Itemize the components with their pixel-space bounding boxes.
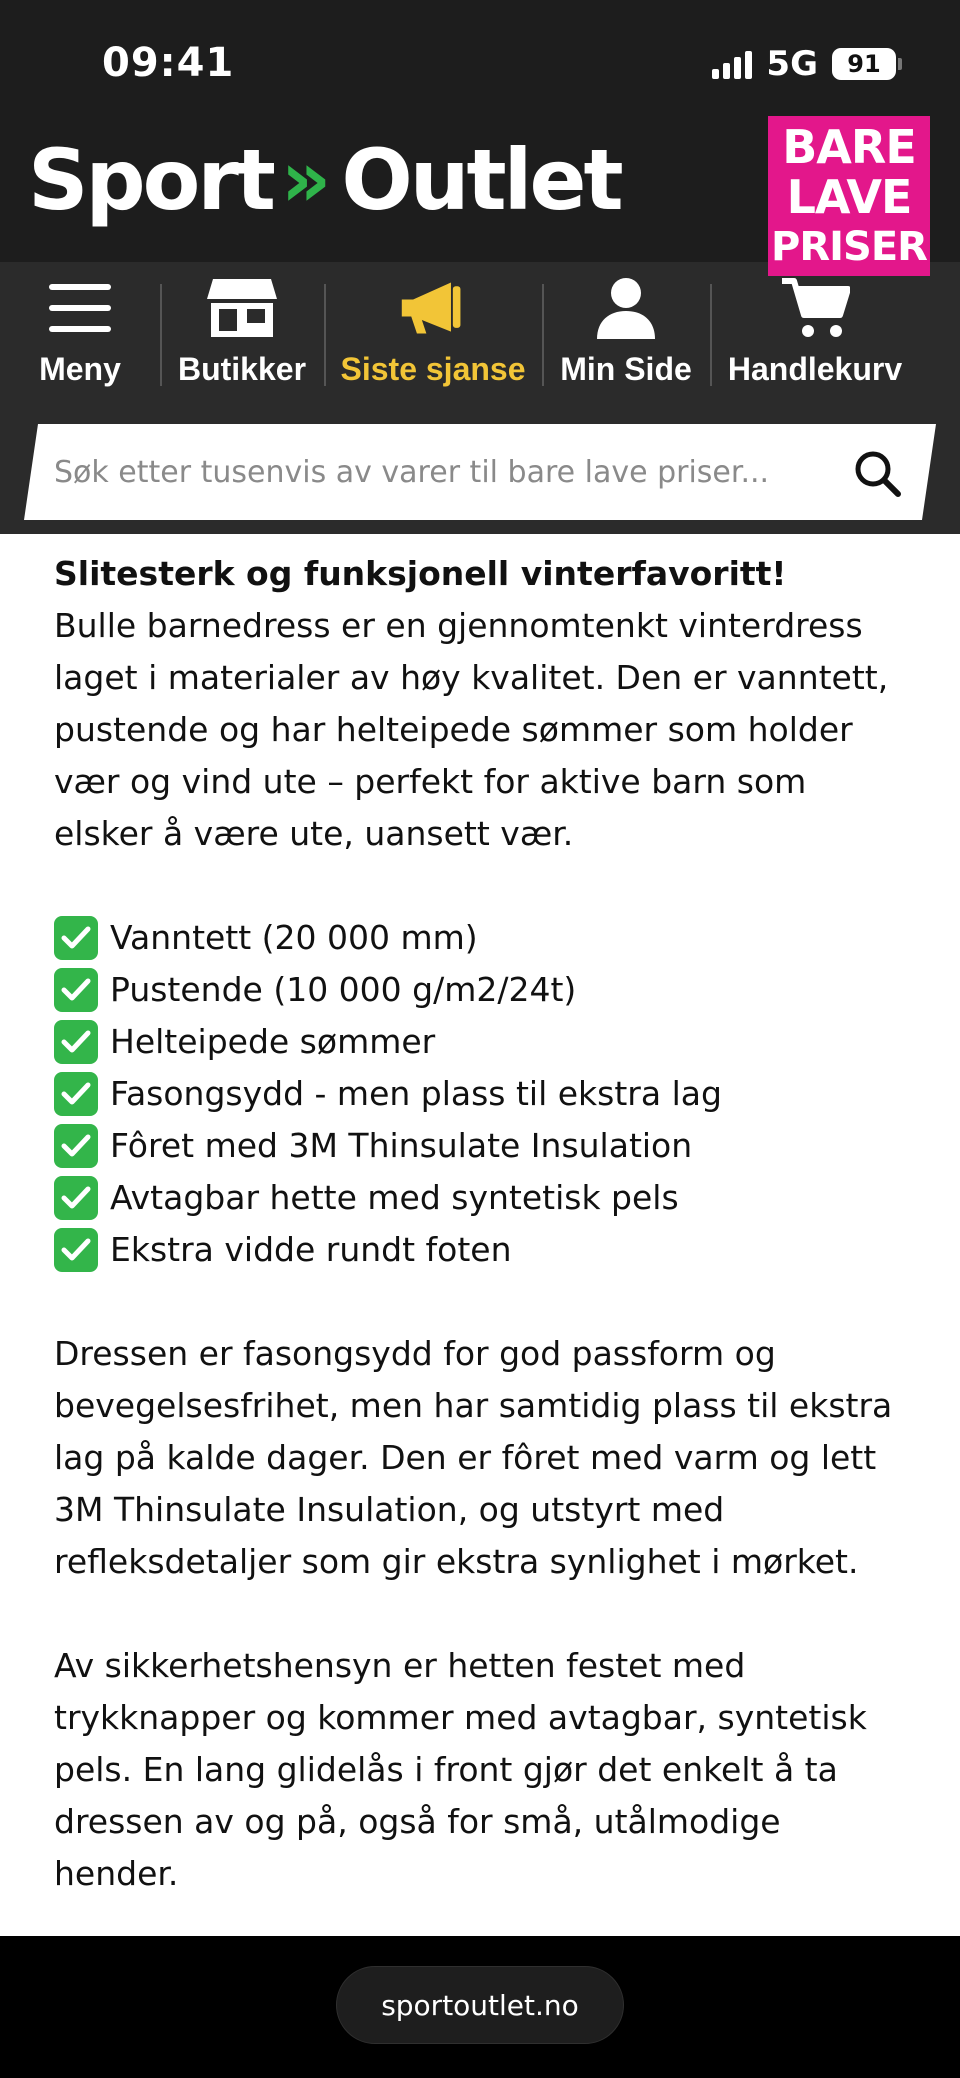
address-url: sportoutlet.no xyxy=(381,1988,579,2022)
feature-item xyxy=(54,1172,914,1224)
network-type: 5G xyxy=(766,44,818,84)
nav-item-my-page[interactable] xyxy=(542,262,710,408)
nav-label-stores: Butikker xyxy=(177,351,307,387)
sportoutlet-logo[interactable] xyxy=(28,131,621,229)
feature-text: Fasongsydd - men plass til ekstra lag xyxy=(110,1074,722,1113)
user-icon xyxy=(591,277,661,339)
feature-item xyxy=(54,1016,914,1068)
check-icon xyxy=(54,1228,98,1272)
nav-item-stores[interactable] xyxy=(160,262,324,408)
status-time: 09:41 xyxy=(102,40,235,86)
product-description xyxy=(54,548,914,1900)
store-icon xyxy=(207,277,277,339)
search-bar xyxy=(0,408,960,534)
check-icon xyxy=(54,916,98,960)
browser-bottom-bar xyxy=(0,1936,960,2078)
signal-icon xyxy=(712,49,752,79)
feature-text: Vanntett (20 000 mm) xyxy=(110,918,478,957)
feature-text: Ekstra vidde rundt foten xyxy=(110,1230,512,1269)
logo-text-outlet: Outlet xyxy=(341,131,621,229)
feature-item xyxy=(54,964,914,1016)
nav-item-cart[interactable] xyxy=(710,262,920,408)
search-box xyxy=(24,424,936,520)
feature-text: Helteipede sømmer xyxy=(110,1022,436,1061)
feature-item xyxy=(54,1068,914,1120)
description-paragraph-safety: Av sikkerhetshensyn er hetten festet med trykknapper og kommer med avtagbar, syntetisk pels. En lang glidelås i front gjør det enkelt å ta dressen av og på, også for små, utålmodige hender. xyxy=(54,1646,867,1893)
promo-line-3: PRISER xyxy=(771,224,927,270)
promo-line-1: BARE xyxy=(782,120,916,174)
feature-text: Fôret med 3M Thinsulate Insulation xyxy=(110,1126,693,1165)
battery-icon xyxy=(832,48,896,80)
main-nav xyxy=(0,262,960,408)
status-indicators xyxy=(712,44,896,84)
search-input[interactable] xyxy=(54,424,844,520)
battery-level: 91 xyxy=(847,50,881,78)
check-icon xyxy=(54,1176,98,1220)
check-icon xyxy=(54,1072,98,1116)
feature-item xyxy=(54,1120,914,1172)
logo-chevron: » xyxy=(280,135,310,225)
feature-text: Avtagbar hette med syntetisk pels xyxy=(110,1178,679,1217)
nav-item-last-chance[interactable] xyxy=(324,262,542,408)
address-bar[interactable] xyxy=(336,1966,624,2044)
description-heading: Slitesterk og funksjonell vinterfavoritt! xyxy=(54,554,787,593)
feature-item xyxy=(54,1224,914,1276)
promo-line-2: LAVE xyxy=(786,170,912,224)
cart-icon xyxy=(780,277,850,339)
feature-list xyxy=(54,912,914,1276)
search-icon[interactable] xyxy=(852,448,902,498)
bare-lave-priser-badge[interactable] xyxy=(768,116,930,276)
feature-text: Pustende (10 000 g/m2/24t) xyxy=(110,970,577,1009)
nav-label-last-chance: Siste sjanse xyxy=(340,351,526,387)
nav-label-cart: Handlekurv xyxy=(727,351,903,387)
description-paragraph-fit: Dressen er fasongsydd for god passform og bevegelsesfrihet, men har samtidig plass til ekstra lag på kalde dager. Den er fôret med varm og lett 3M Thinsulate Insulation, og utstyrt med refleksdetaljer som gir ekstra synlighet i mørket. xyxy=(54,1334,893,1581)
check-icon xyxy=(54,968,98,1012)
description-intro: Bulle barnedress er en gjennomtenkt vinterdress laget i materialer av høy kvalitet. Den er vanntett, pustende og har helteipede sømmer som holder vær og vind ute – perfekt for aktive barn som elsker å være ute, uansett vær. xyxy=(54,606,889,853)
hamburger-icon xyxy=(45,277,115,339)
feature-item xyxy=(54,912,914,964)
check-icon xyxy=(54,1020,98,1064)
megaphone-icon xyxy=(398,277,468,339)
nav-item-menu[interactable] xyxy=(0,262,160,408)
logo-text-sport: Sport xyxy=(28,131,273,229)
check-icon xyxy=(54,1124,98,1168)
nav-label-menu: Meny xyxy=(39,351,121,387)
nav-label-my-page: Min Side xyxy=(560,351,692,387)
